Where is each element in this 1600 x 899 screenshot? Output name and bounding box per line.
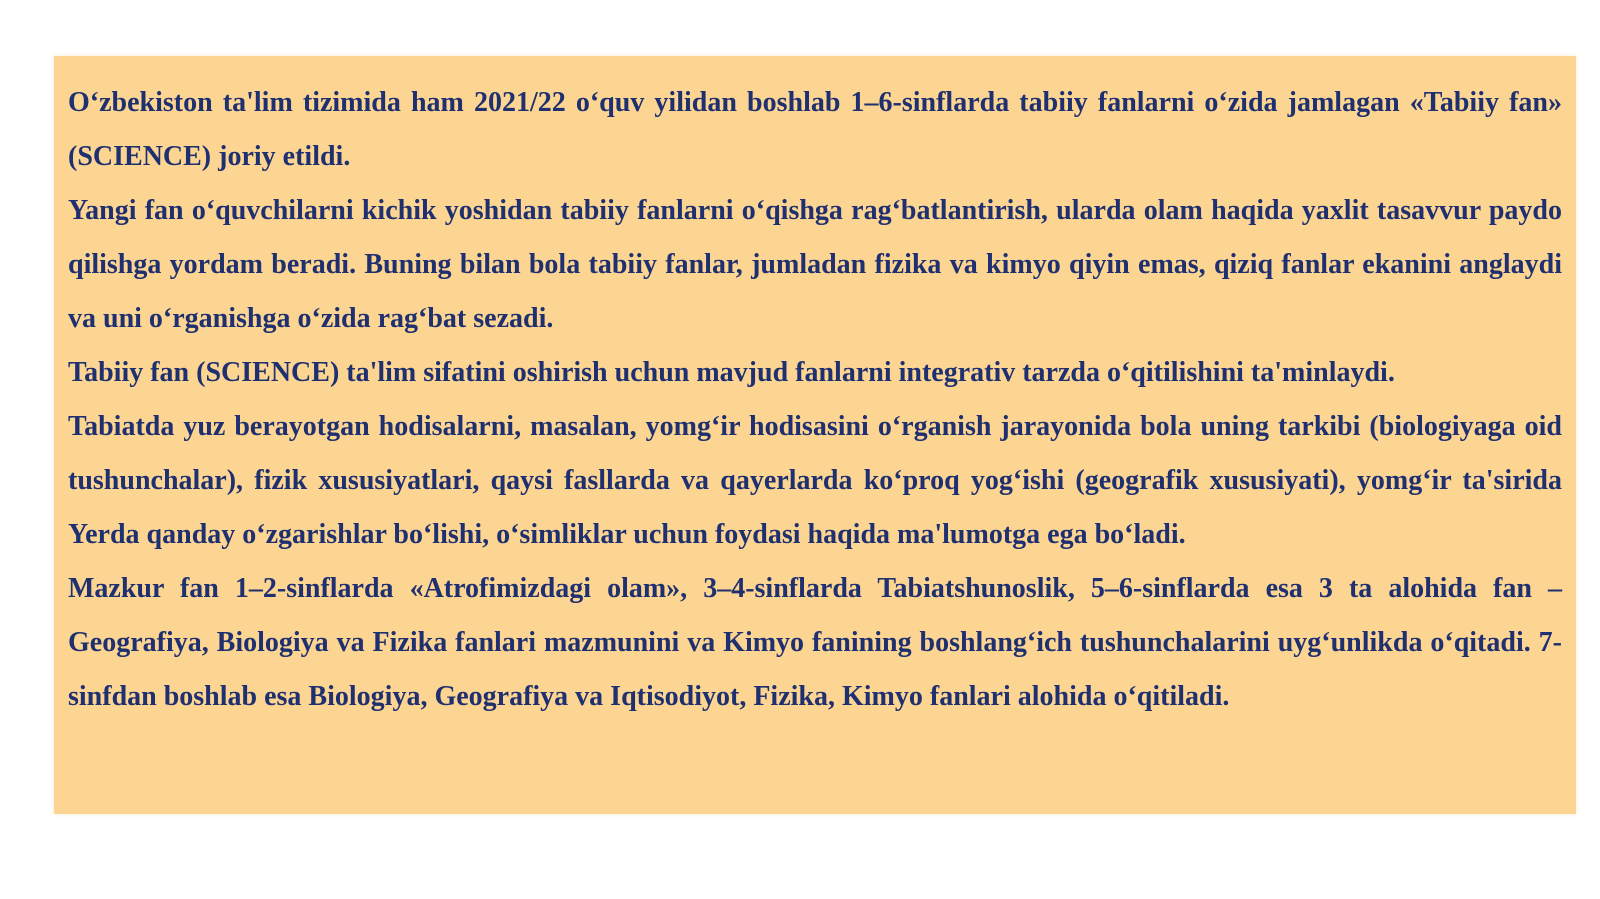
paragraph-quality: Tabiiy fan (SCIENCE) ta'lim sifatini oshirish uchun mavjud fanlarni integrativ tarzda o‘qitilishini ta'minlaydi. <box>68 357 1395 388</box>
paragraph-intro: O‘zbekiston ta'lim tizimida ham 2021/22 o‘quv yilidan boshlab 1–6-sinflarda tabiiy fanlarni o‘zida jamlagan «Tabiiy fan» (SCIENCE) joriy etildi. <box>68 87 1562 172</box>
paragraph-rain-example: Tabiatda yuz berayotgan hodisalarni, masalan, yomg‘ir hodisasini o‘rganish jarayonida bola uning tarkibi (biologiyaga oid tushunchalar), fizik xususiyatlari, qaysi fasllarda va qayerlarda ko‘proq yog‘ishi (geografik xususiyati), yomg‘ir ta'sirida Yerda qanday o‘zgarishlar bo‘lishi, o‘simliklar uchun foydasi haqida ma'lumotga ega bo‘ladi. <box>68 411 1562 550</box>
text-box <box>54 56 1576 814</box>
paragraph-motivation: Yangi fan o‘quvchilarni kichik yoshidan tabiiy fanlarni o‘qishga rag‘batlantirish, ularda olam haqida yaxlit tasavvur paydo qilishga yordam beradi. Buning bilan bola tabiiy fanlar, jumladan fizika va kimyo qiyin emas, qiziq fanlar ekanini anglaydi va uni o‘rganishga o‘zida rag‘bat sezadi. <box>68 195 1562 334</box>
paragraph-curriculum: Mazkur fan 1–2-sinflarda «Atrofimizdagi olam», 3–4-sinflarda Tabiatshunoslik, 5–6-sinflarda esa 3 ta alohida fan – Geografiya, Biologiya va Fizika fanlari mazmunini va Kimyo fanining boshlang‘ich tushunchalarini uyg‘unlikda o‘qitadi. 7-sinfdan boshlab esa Biologiya, Geografiya va Iqtisodiyot, Fizika, Kimyo fanlari alohida o‘qitiladi. <box>68 573 1562 712</box>
